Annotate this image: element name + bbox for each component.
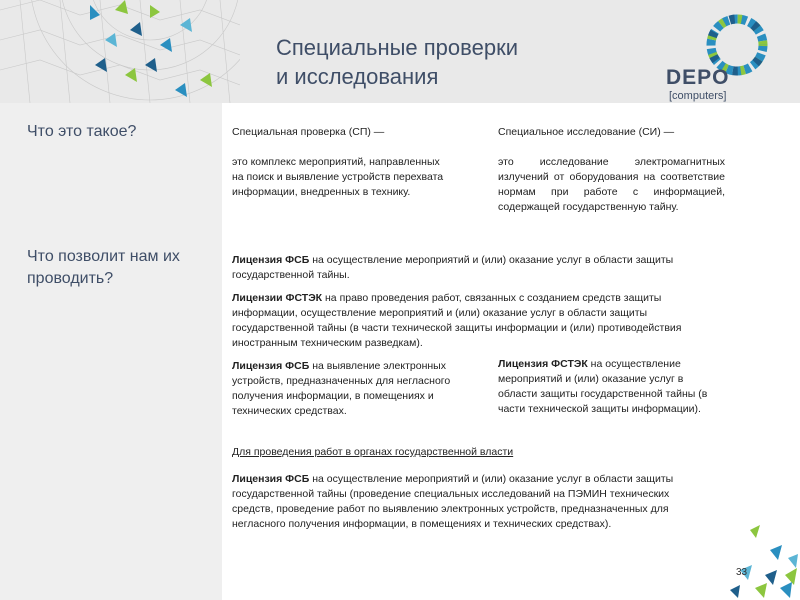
license-fsb-1-title: Лицензия ФСБ xyxy=(232,254,310,266)
question-what-is-it: Что это такое? xyxy=(27,123,137,140)
question-2-line-1: Что позволит нам их xyxy=(27,248,180,265)
license-fstek-2-title: Лицензия ФСТЭК xyxy=(498,358,588,370)
left-column-background xyxy=(0,103,222,600)
sp-heading: Специальная проверка (СП) — xyxy=(232,126,385,138)
license-fsb-1 xyxy=(232,253,702,283)
si-heading: Специальное исследование (СИ) — xyxy=(498,126,675,138)
license-fsb-2-title: Лицензия ФСБ xyxy=(232,360,310,372)
license-fsb-3 xyxy=(232,472,697,532)
license-fsb-3-text: на осуществление мероприятий и (или) оказание услуг в области защиты государственной тайны (проведение специальных исследований на ПЭМИН технических средств, проведение работ по выявлению электронных устройств, предназначенных для негласного получения информации, в помещениях и технических средствах). xyxy=(232,473,674,530)
corner-triangle-decoration xyxy=(680,480,800,600)
page-number: 33 xyxy=(736,567,748,578)
question-what-allows xyxy=(27,246,180,290)
sp-definition: это комплекс мероприятий, направленных на поиск и выявление устройств перехвата информации, внедренных в технику. xyxy=(232,156,444,198)
license-fsb-1-text: на осуществление мероприятий и (или) оказание услуг в области защиты государственной тайны. xyxy=(232,254,674,281)
license-fsb-3-title: Лицензия ФСБ xyxy=(232,473,310,485)
title-line-1: Специальные проверки xyxy=(276,35,518,60)
license-fstek-2-text: на осуществление мероприятий и (или) оказание услуг в области защиты государственной тайны (в части технической защиты информации). xyxy=(498,358,708,415)
license-fstek-1 xyxy=(232,291,710,351)
question-2-line-2: проводить? xyxy=(27,270,114,287)
geometric-pattern-decoration xyxy=(0,0,240,103)
depo-logo-text: DEPO xyxy=(666,66,730,89)
title-line-2: и исследования xyxy=(276,64,439,89)
license-fsb-2-text: на выявление электронных устройств, предназначенных для негласного получения информации, в помещениях и технических средствах. xyxy=(232,360,451,417)
depo-logo-subtitle: [computers] xyxy=(669,90,727,102)
license-fstek-2 xyxy=(498,357,710,417)
license-fsb-2 xyxy=(232,359,470,419)
page-title xyxy=(276,33,518,91)
license-fstek-1-title: Лицензии ФСТЭК xyxy=(232,292,323,304)
si-definition: это исследование электромагнитных излучений от оборудования на соответствие нормам при работе с информацией, содержащей государственную тайну. xyxy=(498,156,725,213)
gov-section-heading: Для проведения работ в органах государственной власти xyxy=(232,446,514,458)
license-fstek-1-text: на право проведения работ, связанных с созданием средств защиты информации, осуществление мероприятий и (или) оказание услуг в области защиты государственной тайны (в части технической защиты информации и (или) противодействия иностранным техническим разведкам). xyxy=(232,292,682,349)
